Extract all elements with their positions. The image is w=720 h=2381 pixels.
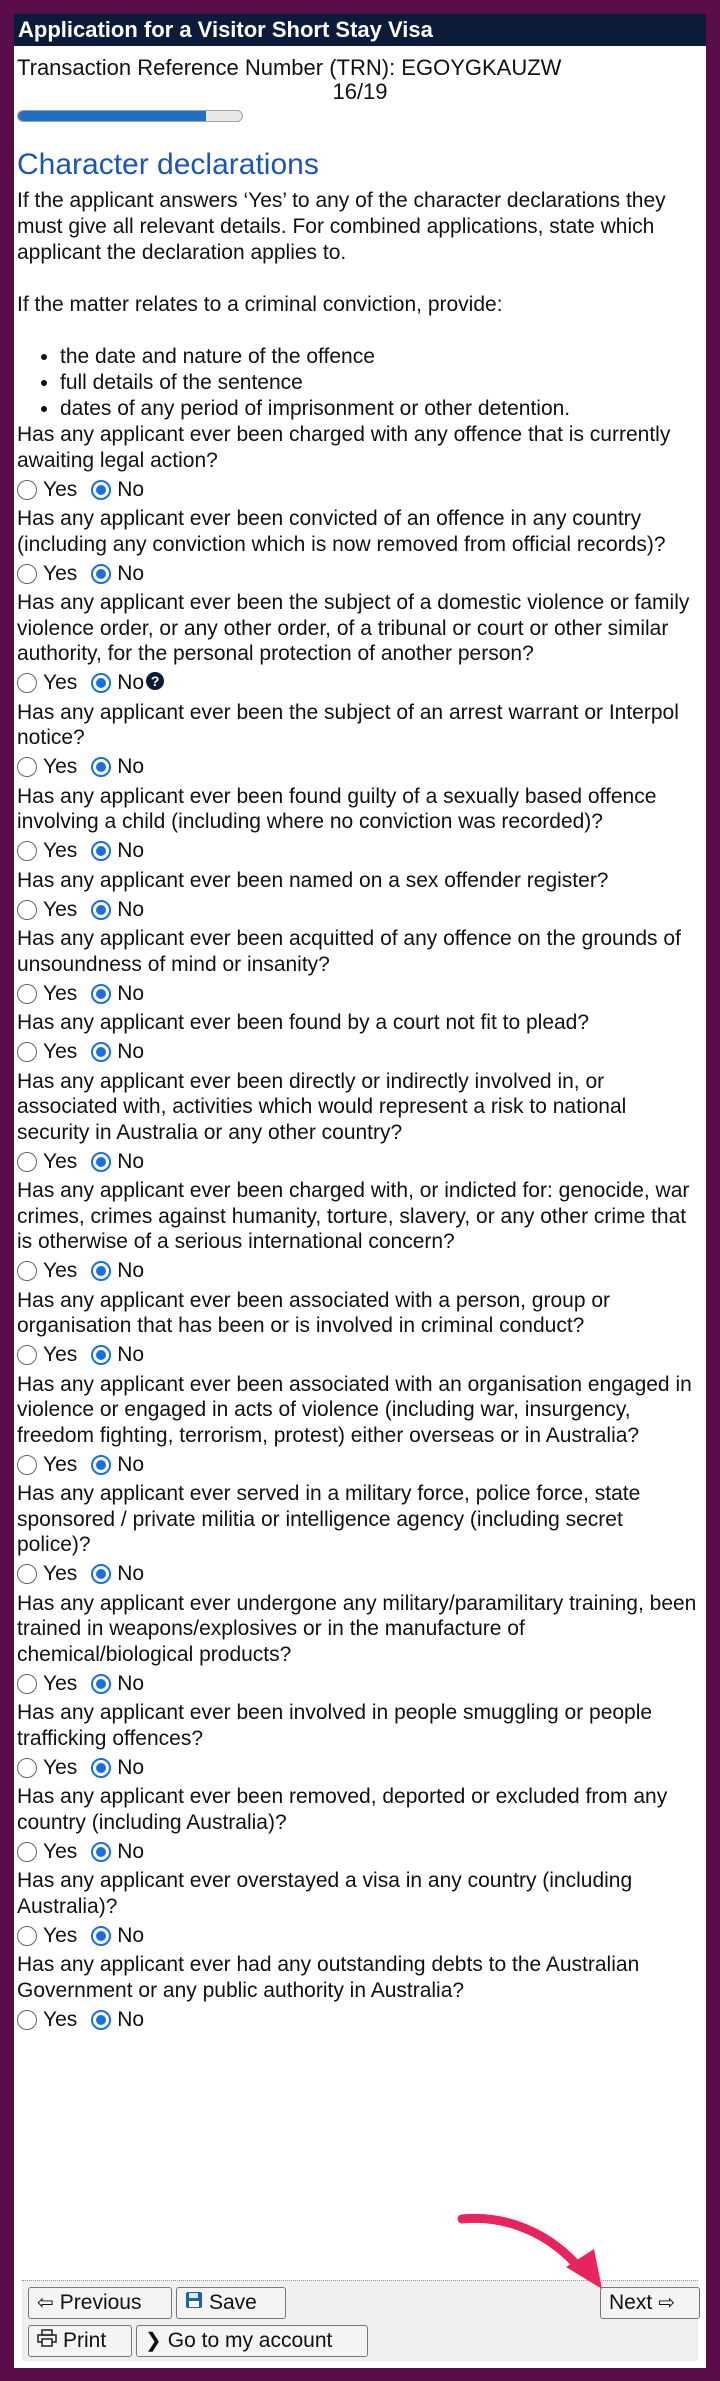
radio-label-yes: Yes [43,1259,78,1282]
progress-bar [17,110,243,122]
radio-option-yes[interactable] [17,1924,77,1948]
help-icon[interactable]: ? [146,672,164,690]
radio-button-no[interactable] [91,1926,111,1946]
go-to-my-account-label: Go to my account [167,2329,333,2352]
question-item [17,422,702,506]
radio-button-no[interactable] [91,1842,111,1862]
radio-option-no[interactable] [91,1562,144,1586]
radio-option-yes[interactable] [17,2008,77,2032]
section-intro-conviction: If the matter relates to a criminal conviction, provide: [17,293,503,316]
question-item [17,506,702,590]
radio-option-yes[interactable] [17,1343,77,1367]
answer-options [17,1667,702,1700]
questions-list [17,422,702,2036]
question-text: Has any applicant ever been found guilty of a sexually based offence involving a child (including where no conviction was recorded)? [17,784,657,833]
radio-label-no: No [117,1839,145,1863]
radio-button-no[interactable] [91,1042,111,1062]
answer-options [17,1751,702,1784]
radio-button-yes[interactable] [17,2010,37,2030]
radio-button-yes[interactable] [17,1042,37,1062]
question-text: Has any applicant ever been found by a court not fit to plead? [17,1011,590,1034]
radio-option-yes[interactable] [17,898,77,922]
annotation-arrow-icon [454,2209,614,2299]
radio-option-no[interactable] [91,1756,144,1780]
answer-options [17,893,702,926]
radio-option-no[interactable] [91,562,144,586]
question-item [17,590,702,700]
radio-button-yes[interactable] [17,1758,37,1778]
radio-option-no[interactable] [91,671,144,695]
radio-label-no: No [117,477,145,501]
next-button-label: Next [609,2291,653,2314]
save-button[interactable] [176,2287,286,2319]
radio-label-yes: Yes [43,1671,78,1695]
radio-option-no[interactable] [91,839,144,863]
answer-options [17,1145,702,1178]
progress-bar-fill [18,111,206,121]
radio-label-no: No [117,981,145,1005]
radio-option-no[interactable] [91,1453,144,1477]
radio-label-yes: Yes [43,1149,78,1173]
radio-button-no[interactable] [91,564,111,584]
question-text: Has any applicant ever been removed, deported or excluded from any country (including Australia)? [17,1785,668,1834]
radio-option-yes[interactable] [17,1840,77,1864]
chevron-right-icon: ❯ [145,2330,162,2352]
radio-option-no[interactable] [91,755,144,779]
question-text: Has any applicant ever been named on a sex offender register? [17,868,609,892]
floppy-disk-icon [185,2288,203,2318]
save-button-label: Save [209,2291,257,2314]
question-text: Has any applicant ever served in a military force, police force, state sponsored / private militia or intelligence agency (including secret police)? [17,1482,641,1556]
radio-label-yes: Yes [43,839,78,862]
print-button-label: Print [63,2329,107,2352]
radio-option-yes[interactable] [17,478,77,502]
radio-button-no[interactable] [91,1758,111,1778]
answer-options [17,1835,702,1868]
radio-button-yes[interactable] [17,1152,37,1172]
radio-button-no[interactable] [91,900,111,920]
radio-label-yes: Yes [43,981,78,1005]
radio-label-no: No [117,1343,145,1366]
radio-label-no: No [117,1040,145,1063]
previous-button-label: Previous [59,2291,142,2314]
question-text: Has any applicant ever been directly or indirectly involved in, or associated with, activities which would represent a risk to national security in Australia or any other country? [17,1069,627,1144]
answer-options [17,667,702,700]
question-text: Has any applicant ever undergone any military/paramilitary training, been trained in weapons/explosives or in the manufacture of chemical/biological products? [17,1591,697,1666]
question-item [17,1952,702,2036]
answer-options [17,473,702,506]
visa-application-page [14,14,706,2368]
radio-option-no[interactable] [91,898,144,922]
radio-option-no[interactable] [91,1150,144,1174]
radio-button-yes[interactable] [17,1674,37,1694]
conviction-details-list [14,344,706,422]
radio-option-no[interactable] [91,1672,144,1696]
radio-button-no[interactable] [91,1674,111,1694]
question-text: Has any applicant ever overstayed a visa in any country (including Australia)? [17,1869,633,1918]
radio-label-no: No [117,1149,145,1173]
answer-options [17,1448,702,1481]
radio-label-yes: Yes [43,561,78,585]
answer-options [17,1339,702,1372]
question-text: Has any applicant ever been associated with a person, group or organisation that has been or is involved in criminal conduct? [17,1288,611,1337]
radio-button-no[interactable] [91,1564,111,1584]
question-item [17,1288,702,1372]
radio-label-no: No [117,897,145,921]
answer-options [17,557,702,590]
question-item [17,1784,702,1868]
radio-button-no[interactable] [91,1345,111,1365]
arrow-left-icon: ⇦ [37,2292,54,2314]
printer-icon [37,2326,57,2356]
radio-button-yes[interactable] [17,900,37,920]
radio-label-yes: Yes [43,671,78,694]
radio-button-no[interactable] [91,1455,111,1475]
answer-options [17,751,702,784]
radio-option-yes[interactable] [17,1562,77,1586]
question-item [17,1178,702,1288]
radio-button-no[interactable] [91,984,111,1004]
radio-option-yes[interactable] [17,1040,77,1064]
question-text: Has any applicant ever been acquitted of any offence on the grounds of unsoundness of mind or insanity? [17,927,681,976]
answer-options [17,2003,702,2036]
radio-label-yes: Yes [43,1755,78,1779]
section-title: Character declarations [17,148,319,181]
radio-button-no[interactable] [91,757,111,777]
radio-label-no: No [117,1452,145,1476]
radio-label-yes: Yes [43,1343,78,1366]
question-item [17,868,702,927]
answer-options [17,1558,702,1591]
go-to-my-account-button[interactable] [136,2325,368,2357]
radio-option-yes[interactable] [17,1150,77,1174]
radio-label-no: No [117,671,145,694]
radio-button-no[interactable] [91,1152,111,1172]
answer-options [17,977,702,1010]
radio-option-no[interactable] [91,982,144,1006]
radio-button-no[interactable] [91,480,111,500]
radio-label-yes: Yes [43,1040,78,1063]
question-text: Has any applicant ever been the subject of an arrest warrant or Interpol notice? [17,700,679,749]
next-button[interactable] [600,2287,700,2319]
radio-label-no: No [117,1923,145,1947]
radio-option-no[interactable] [91,1343,144,1367]
trn-label: Transaction Reference Number (TRN): EGOYGKAUZW [17,55,562,80]
radio-button-yes[interactable] [17,1345,37,1365]
page-header-title: Application for a Visitor Short Stay Visa [14,14,706,46]
radio-option-yes[interactable] [17,1453,77,1477]
answer-options [17,1255,702,1288]
arrow-right-icon: ⇨ [658,2292,675,2314]
radio-button-yes[interactable] [17,1564,37,1584]
question-text: Has any applicant ever been convicted of an offence in any country (including any conviction which is now removed from official records)? [17,507,666,556]
radio-label-no: No [117,1259,145,1282]
answer-options [17,1036,702,1069]
radio-button-yes[interactable] [17,1455,37,1475]
radio-option-yes[interactable] [17,755,77,779]
radio-option-no[interactable] [91,1259,144,1283]
question-item [17,1069,702,1179]
radio-label-yes: Yes [43,477,78,501]
question-item [17,1010,702,1069]
radio-label-no: No [117,561,145,585]
radio-label-no: No [117,1755,145,1779]
answer-options [17,1919,702,1952]
question-item [17,784,702,868]
question-item [17,1591,702,1701]
radio-label-yes: Yes [43,1452,78,1476]
radio-button-no[interactable] [91,673,111,693]
radio-option-yes[interactable] [17,839,77,863]
previous-button[interactable] [28,2287,172,2319]
radio-option-no[interactable] [91,1924,144,1948]
radio-label-no: No [117,1671,145,1695]
radio-label-no: No [117,755,145,778]
radio-label-no: No [117,839,145,862]
radio-button-yes[interactable] [17,841,37,861]
radio-option-yes[interactable] [17,1756,77,1780]
radio-button-no[interactable] [91,841,111,861]
question-text: Has any applicant ever been the subject of a domestic violence or family violence order, or any other order, of a tribunal or court or other similar authority, for the personal protection of another person? [17,591,690,665]
question-item [17,1700,702,1784]
radio-button-yes[interactable] [17,1842,37,1862]
page-counter: 16/19 [332,79,388,104]
radio-label-no: No [117,2007,145,2031]
radio-button-no[interactable] [91,2010,111,2030]
radio-option-no[interactable] [91,1840,144,1864]
radio-button-yes[interactable] [17,1261,37,1281]
question-text: Has any applicant ever been charged with any offence that is currently awaiting legal action? [17,423,671,472]
radio-label-yes: Yes [43,1562,78,1585]
radio-button-no[interactable] [91,1261,111,1281]
question-text: Has any applicant ever been involved in people smuggling or people trafficking offences? [17,1701,653,1750]
question-text: Has any applicant ever had any outstanding debts to the Australian Government or any public authority in Australia? [17,1953,640,2002]
radio-option-no[interactable] [91,2008,144,2032]
radio-option-yes[interactable] [17,982,77,1006]
radio-label-yes: Yes [43,1839,78,1863]
radio-button-yes[interactable] [17,984,37,1004]
print-button[interactable] [28,2325,132,2357]
question-item [17,926,702,1010]
radio-option-yes[interactable] [17,1259,77,1283]
radio-option-yes[interactable] [17,1672,77,1696]
question-text: Has any applicant ever been charged with, or indicted for: genocide, war crimes, crimes against humanity, torture, slavery, or any other crime that is otherwise of a serious international concern? [17,1179,690,1253]
radio-button-yes[interactable] [17,673,37,693]
question-item [17,1481,702,1591]
question-item [17,700,702,784]
list-item: • dates of any period of imprisonment or other detention. [60,396,706,422]
radio-button-yes[interactable] [17,757,37,777]
radio-label-no: No [117,1562,145,1585]
radio-option-no[interactable] [91,1040,144,1064]
list-item: • the date and nature of the offence [60,344,706,370]
question-text: Has any applicant ever been associated with an organisation engaged in violence or engaged in acts of violence (including war, insurgency, freedom fighting, terrorism, protest) either overseas or in Australia? [17,1372,692,1447]
radio-option-yes[interactable] [17,671,77,695]
radio-label-yes: Yes [43,897,78,921]
radio-label-yes: Yes [43,2007,78,2031]
radio-option-no[interactable] [91,478,144,502]
list-item: • full details of the sentence [60,370,706,396]
question-item [17,1372,702,1482]
radio-option-yes[interactable] [17,562,77,586]
radio-button-yes[interactable] [17,1926,37,1946]
answer-options [17,835,702,868]
radio-button-yes[interactable] [17,564,37,584]
section-intro: If the applicant answers ‘Yes’ to any of the character declarations they must give all relevant details. For combined applications, state which applicant the declaration applies to. [17,189,666,264]
radio-label-yes: Yes [43,755,78,778]
radio-button-yes[interactable] [17,480,37,500]
radio-label-yes: Yes [43,1923,78,1947]
question-item [17,1868,702,1952]
